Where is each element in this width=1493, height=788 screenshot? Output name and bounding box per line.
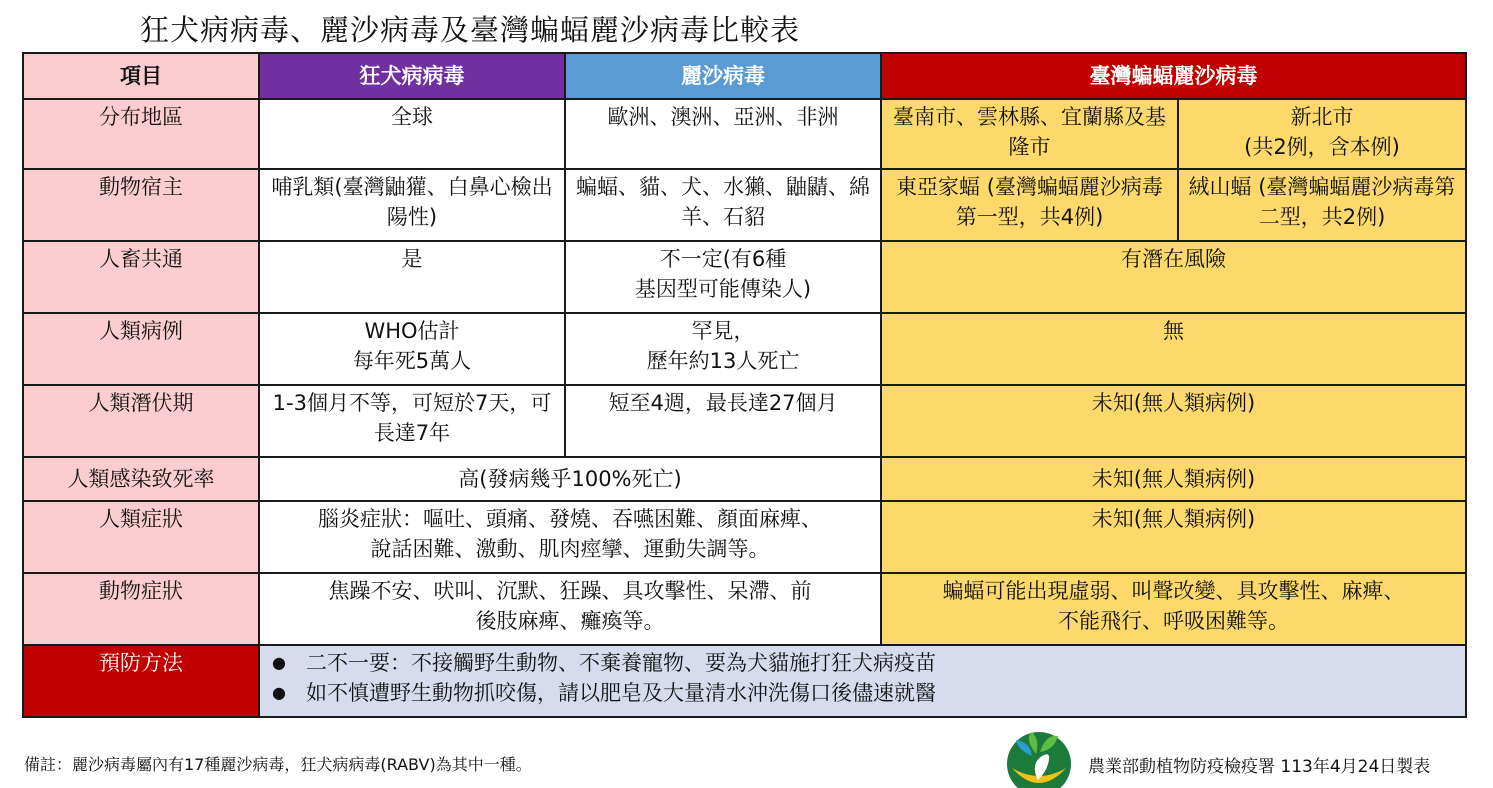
row-label: 人類病例 — [23, 313, 259, 385]
bullet-icon: ● — [272, 653, 286, 672]
prevention-text: 二不一要：不接觸野生動物、不棄養寵物、要為犬貓施打狂犬病疫苗 — [306, 651, 936, 675]
prevention-item — [272, 648, 1461, 678]
row-label: 預防方法 — [23, 645, 259, 717]
row-host — [23, 169, 1466, 241]
cell-line: 歷年約13人死亡 — [646, 349, 800, 373]
cell-bat-type2: 絨山蝠 (臺灣蝙蝠麗沙病毒第二型，共2例) — [1178, 169, 1466, 241]
cell-bat-type1: 東亞家蝠 (臺灣蝙蝠麗沙病毒第一型，共4例) — [881, 169, 1178, 241]
cell-rabies-lyssa — [259, 573, 881, 645]
cell-bat: 未知(無人類病例) — [881, 385, 1466, 457]
cell-lyssa: 短至4週，最長達27個月 — [565, 385, 881, 457]
cell-line: 後肢麻痺、癱瘓等。 — [475, 609, 665, 633]
cell-rabies: 全球 — [259, 99, 565, 169]
cell-rabies: 是 — [259, 241, 565, 313]
cell-rabies — [259, 313, 565, 385]
cell-lyssa: 歐洲、澳洲、亞洲、非洲 — [565, 99, 881, 169]
row-human-cases — [23, 313, 1466, 385]
cell-rabies-lyssa — [259, 501, 881, 573]
cell-line: 說話困難、激動、肌肉痙攣、運動失調等。 — [370, 537, 770, 561]
row-label: 動物症狀 — [23, 573, 259, 645]
bullet-icon: ● — [272, 683, 286, 702]
row-zoonotic — [23, 241, 1466, 313]
header-lyssa: 麗沙病毒 — [565, 53, 881, 99]
cell-bat: 未知(無人類病例) — [881, 457, 1466, 501]
cell-rabies: 1-3個月不等，可短於7天，可長達7年 — [259, 385, 565, 457]
header-item: 項目 — [23, 53, 259, 99]
cell-line: 罕見， — [691, 319, 755, 343]
cell-lyssa — [565, 313, 881, 385]
row-human-symptoms — [23, 501, 1466, 573]
row-animal-symptoms — [23, 573, 1466, 645]
agency-logo-icon — [1002, 728, 1076, 788]
row-label: 人類潛伏期 — [23, 385, 259, 457]
cell-rabies-lyssa: 高(發病幾乎100%死亡) — [259, 457, 881, 501]
cell-bat-type2 — [1178, 99, 1466, 169]
cell-bat: 無 — [881, 313, 1466, 385]
row-label: 人類感染致死率 — [23, 457, 259, 501]
cell-bat: 未知(無人類病例) — [881, 501, 1466, 573]
row-fatality — [23, 457, 1466, 501]
cell-bat: 有潛在風險 — [881, 241, 1466, 313]
footnote: 備註：麗沙病毒屬內有17種麗沙病毒，狂犬病病毒(RABV)為其中一種。 — [24, 755, 532, 774]
row-label: 分布地區 — [23, 99, 259, 169]
prevention-item — [272, 678, 1461, 708]
comparison-table — [22, 52, 1467, 718]
cell-bat — [881, 573, 1466, 645]
cell-lyssa: 蝙蝠、貓、犬、水獺、鼬鼱、綿羊、石貂 — [565, 169, 881, 241]
row-label: 人類症狀 — [23, 501, 259, 573]
cell-lyssa — [565, 241, 881, 313]
row-distribution — [23, 99, 1466, 169]
header-taiwan-bat-lyssa: 臺灣蝙蝠麗沙病毒 — [881, 53, 1466, 99]
cell-line: 焦躁不安、吠叫、沉默、狂躁、具攻擊性、呆滯、前 — [328, 579, 812, 603]
header-row — [23, 53, 1466, 99]
cell-prevention — [259, 645, 1466, 717]
header-rabies: 狂犬病病毒 — [259, 53, 565, 99]
page-title: 狂犬病病毒、麗沙病毒及臺灣蝙蝠麗沙病毒比較表 — [140, 13, 801, 47]
cell-line: 不能飛行、呼吸困難等。 — [1058, 609, 1289, 633]
cell-line: 腦炎症狀：嘔吐、頭痛、發燒、吞嚥困難、顏面麻痺、 — [318, 507, 822, 531]
cell-line: 蝙蝠可能出現虛弱、叫聲改變、具攻擊性、麻痺、 — [942, 579, 1405, 603]
agency-credit: 農業部動植物防疫檢疫署 113年4月24日製表 — [1088, 757, 1431, 777]
cell-line: 不一定(有6種 — [659, 247, 787, 271]
cell-line: 每年死5萬人 — [352, 349, 472, 373]
cell-line: 基因型可能傳染人) — [634, 277, 812, 301]
row-prevention — [23, 645, 1466, 717]
row-incubation — [23, 385, 1466, 457]
cell-line: 新北市 — [1290, 105, 1354, 129]
prevention-text: 如不慎遭野生動物抓咬傷，請以肥皂及大量清水沖洗傷口後儘速就醫 — [306, 681, 936, 705]
cell-line: WHO估計 — [364, 319, 460, 343]
row-label: 人畜共通 — [23, 241, 259, 313]
cell-line: (共2例，含本例) — [1244, 135, 1400, 159]
row-label: 動物宿主 — [23, 169, 259, 241]
cell-rabies: 哺乳類(臺灣鼬獾、白鼻心檢出陽性) — [259, 169, 565, 241]
cell-bat-type1: 臺南市、雲林縣、宜蘭縣及基隆市 — [881, 99, 1178, 169]
